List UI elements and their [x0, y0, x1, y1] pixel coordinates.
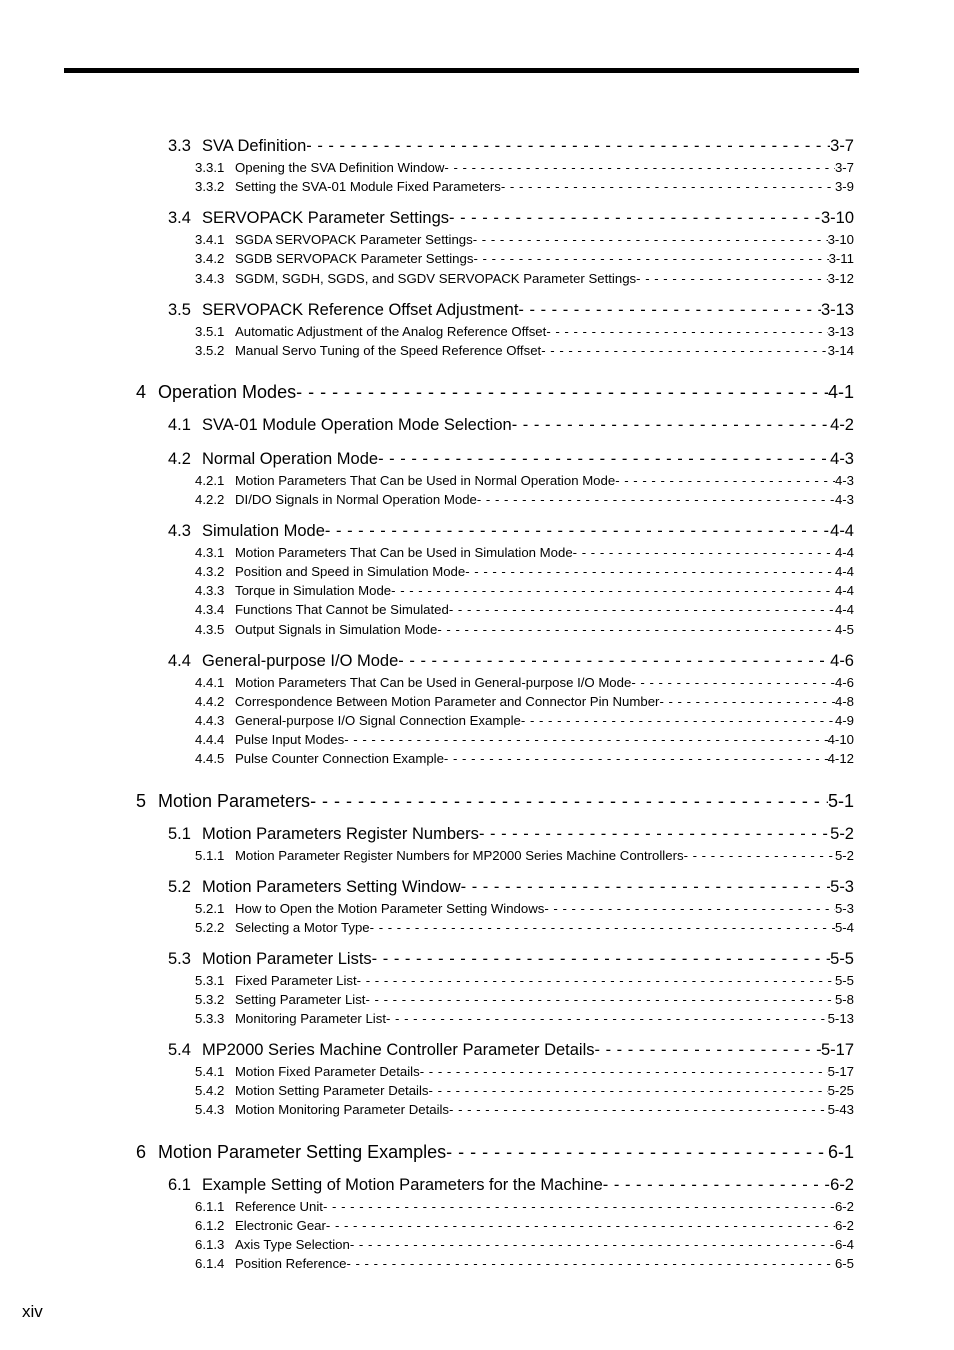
toc-entry-page: 6-1 [827, 1142, 854, 1162]
toc-entry-page: 4-4 [830, 522, 854, 540]
toc-entry-title: SGDM, SGDH, SGDS, and SGDV SERVOPACK Parameter Settings [235, 271, 637, 286]
toc-entry-title: Motion Parameters Setting Window [202, 878, 461, 896]
toc-entry[interactable] [136, 791, 854, 812]
toc-entry-number: 3.4 [168, 209, 191, 227]
toc-entry-page: 4-3 [830, 450, 854, 468]
toc-entry-title: Output Signals in Simulation Mode [235, 622, 438, 637]
toc-entry-title: Motion Monitoring Parameter Details [235, 1102, 450, 1117]
toc-entry[interactable] [195, 675, 854, 690]
toc-dot-leader [310, 791, 828, 812]
toc-dot-leader [465, 564, 835, 579]
toc-entry[interactable] [195, 920, 854, 935]
toc-entry[interactable] [195, 1237, 854, 1252]
toc-entry-number: 4.2.2 [195, 492, 225, 507]
toc-entry-number: 4.3.2 [195, 564, 225, 579]
toc-entry-number: 4.3.1 [195, 545, 225, 560]
toc-entry-page: 4-9 [834, 713, 854, 728]
toc-entry-page: 3-13 [820, 301, 854, 319]
toc-entry-title: Electronic Gear [235, 1218, 326, 1233]
toc-entry-number: 3.3 [168, 137, 191, 155]
toc-entry-number: 3.4.1 [195, 232, 225, 247]
toc-entry-number: 6.1.3 [195, 1237, 225, 1252]
toc-entry-page: 4-8 [834, 694, 854, 709]
toc-entry-page: 5-2 [830, 825, 854, 843]
toc-entry[interactable] [195, 1083, 854, 1098]
toc-entry-number: 4.3.5 [195, 622, 225, 637]
toc-entry[interactable] [168, 522, 854, 541]
toc-dot-leader [365, 992, 834, 1007]
toc-entry-page: 6-2 [830, 1176, 854, 1194]
toc-entry-number: 5.3.1 [195, 973, 225, 988]
toc-entry-page: 5-2 [834, 848, 854, 863]
toc-entry-title: SGDA SERVOPACK Parameter Settings [235, 232, 473, 247]
toc-entry-page: 4-12 [827, 751, 854, 766]
toc-entry-title: SGDB SERVOPACK Parameter Settings [235, 251, 474, 266]
toc-entry-number: 5.4.1 [195, 1064, 225, 1079]
toc-entry-page: 3-7 [830, 137, 854, 155]
page-number: xiv [22, 1302, 43, 1321]
toc-dot-leader [479, 825, 830, 844]
toc-dot-leader [398, 652, 830, 671]
toc-entry-title: Motion Parameters Register Numbers [202, 825, 479, 843]
toc-entry-page: 6-2 [834, 1199, 854, 1214]
toc-entry-title: Torque in Simulation Mode [235, 583, 392, 598]
toc-entry-number: 5.4.3 [195, 1102, 225, 1117]
toc-entry-title: Motion Parameters That Can be Used in Normal Operation Mode [235, 473, 616, 488]
toc-entry[interactable] [195, 492, 854, 507]
toc-entry-title: Motion Parameter Setting Examples [158, 1142, 447, 1162]
toc-dot-leader [446, 1142, 828, 1163]
toc-entry-title: Motion Parameter Lists [202, 950, 372, 968]
toc-entry-title: SVA-01 Module Operation Mode Selection [202, 416, 512, 434]
toc-entry-title: Position and Speed in Simulation Mode [235, 564, 466, 579]
toc-entry[interactable] [195, 751, 854, 766]
toc-entry-page: 4-3 [834, 473, 854, 488]
toc-dot-leader [391, 583, 835, 598]
toc-entry-title: Fixed Parameter List [235, 973, 357, 988]
toc-entry-number: 5.4 [168, 1041, 191, 1059]
toc-entry[interactable] [168, 1176, 854, 1195]
toc-entry-page: 4-4 [834, 545, 854, 560]
toc-dot-leader [296, 382, 828, 403]
toc-entry-number: 4.3.3 [195, 583, 225, 598]
toc-entry-title: Functions That Cannot be Simulated [235, 602, 449, 617]
toc-entry-number: 4.3.4 [195, 602, 225, 617]
toc-entry[interactable] [168, 825, 854, 844]
toc-entry[interactable] [168, 209, 854, 228]
toc-entry[interactable] [168, 1041, 854, 1060]
toc-entry-title: General-purpose I/O Mode [202, 652, 399, 670]
toc-dot-leader [449, 602, 835, 617]
toc-entry-page: 4-6 [834, 675, 854, 690]
toc-entry-number: 4.4.3 [195, 713, 225, 728]
toc-entry-number: 3.4.2 [195, 251, 225, 266]
toc-entry-page: 4-5 [834, 622, 854, 637]
toc-entry[interactable] [195, 1199, 854, 1214]
toc-entry-page: 3-12 [827, 271, 854, 286]
toc-dot-leader [444, 751, 828, 766]
toc-entry-page: 5-5 [830, 950, 854, 968]
toc-entry-page: 3-13 [827, 324, 854, 339]
toc-dot-leader [429, 1083, 828, 1098]
toc-entry-page: 3-9 [834, 179, 854, 194]
toc-entry[interactable] [168, 137, 854, 156]
toc-entry-number: 4.4.2 [195, 694, 225, 709]
toc-dot-leader [350, 1237, 835, 1252]
toc-entry[interactable] [168, 416, 854, 435]
toc-dot-leader [521, 713, 835, 728]
toc-entry-page: 5-17 [820, 1041, 854, 1059]
toc-entry-title: Example Setting of Motion Parameters for the Machine [202, 1176, 603, 1194]
toc-dot-leader [546, 324, 827, 339]
toc-dot-leader [461, 878, 831, 897]
toc-entry-title: Monitoring Parameter List [235, 1011, 386, 1026]
toc-entry-title: SERVOPACK Parameter Settings [202, 209, 449, 227]
toc-entry-page: 4-4 [834, 583, 854, 598]
toc-dot-leader [370, 920, 835, 935]
toc-dot-leader [449, 209, 821, 228]
toc-entry[interactable] [195, 973, 854, 988]
toc-dot-leader [684, 848, 835, 863]
toc-entry-number: 4.1 [168, 416, 191, 434]
toc-entry-title: Axis Type Selection [235, 1237, 350, 1252]
toc-entry-number: 3.3.1 [195, 160, 225, 175]
toc-dot-leader [603, 1176, 830, 1195]
toc-entry-number: 5.3.2 [195, 992, 225, 1007]
toc-entry[interactable] [195, 1064, 854, 1079]
toc-entry-title: Automatic Adjustment of the Analog Reference Offset [235, 324, 547, 339]
toc-entry-number: 5.2.1 [195, 901, 225, 916]
toc-entry-title: Correspondence Between Motion Parameter and Connector Pin Number [235, 694, 660, 709]
toc-entry-page: 3-10 [820, 209, 854, 227]
toc-entry[interactable] [195, 622, 854, 637]
toc-entry-number: 5.2.2 [195, 920, 225, 935]
toc-entry[interactable] [195, 992, 854, 1007]
toc-entry-page: 5-5 [834, 973, 854, 988]
toc-entry-number: 6.1.4 [195, 1256, 225, 1271]
toc-dot-leader [378, 450, 830, 469]
toc-dot-leader [325, 522, 830, 541]
toc-dot-leader [420, 1064, 828, 1079]
toc-dot-leader [449, 1102, 828, 1117]
toc-entry-number: 3.3.2 [195, 179, 225, 194]
toc-entry-number: 4.2 [168, 450, 191, 468]
toc-entry[interactable] [195, 271, 854, 286]
toc-entry-title: Motion Parameters That Can be Used in General-purpose I/O Mode [235, 675, 632, 690]
toc-entry-number: 4.4.1 [195, 675, 225, 690]
toc-entry[interactable] [195, 583, 854, 598]
toc-entry[interactable] [195, 179, 854, 194]
toc-dot-leader [323, 1199, 835, 1214]
toc-entry-page: 3-14 [827, 343, 854, 358]
toc-dot-leader [372, 950, 830, 969]
toc-entry-page: 5-17 [827, 1064, 854, 1079]
toc-entry-title: Pulse Counter Connection Example [235, 751, 444, 766]
toc-entry[interactable] [195, 564, 854, 579]
toc-entry-title: Motion Fixed Parameter Details [235, 1064, 420, 1079]
toc-entry-page: 6-4 [834, 1237, 854, 1252]
toc-entry-number: 3.4.3 [195, 271, 225, 286]
toc-entry-title: DI/DO Signals in Normal Operation Mode [235, 492, 477, 507]
toc-entry[interactable] [195, 732, 854, 747]
toc-dot-leader [326, 1218, 835, 1233]
toc-entry[interactable] [195, 901, 854, 916]
toc-entry-title: Selecting a Motor Type [235, 920, 370, 935]
toc-entry-title: Motion Parameters That Can be Used in Simulation Mode [235, 545, 573, 560]
toc-entry[interactable] [195, 473, 854, 488]
toc-entry[interactable] [195, 251, 854, 266]
toc-entry-page: 5-1 [827, 791, 854, 811]
toc-entry-page: 5-43 [827, 1102, 854, 1117]
toc-entry-page: 4-4 [834, 564, 854, 579]
toc-dot-leader [631, 675, 835, 690]
toc-entry-title: Motion Setting Parameter Details [235, 1083, 429, 1098]
toc-entry-number: 3.5.2 [195, 343, 225, 358]
toc-dot-leader [437, 622, 835, 637]
toc-entry-number: 5.3.3 [195, 1011, 225, 1026]
toc-entry-number: 5 [136, 791, 147, 811]
toc-entry[interactable] [168, 450, 854, 469]
toc-entry-number: 6.1.2 [195, 1218, 225, 1233]
toc-entry[interactable] [168, 878, 854, 897]
toc-entry-title: Reference Unit [235, 1199, 323, 1214]
toc-dot-leader [501, 179, 835, 194]
toc-entry[interactable] [195, 1102, 854, 1117]
toc-entry-title: Simulation Mode [202, 522, 325, 540]
toc-dot-leader [444, 160, 835, 175]
toc-entry-title: Opening the SVA Definition Window [235, 160, 445, 175]
toc-entry-page: 6-2 [834, 1218, 854, 1233]
toc-entry[interactable] [195, 1218, 854, 1233]
toc-entry-number: 4.4.5 [195, 751, 225, 766]
toc-entry-title: Setting the SVA-01 Module Fixed Parameters [235, 179, 501, 194]
toc-entry[interactable] [168, 950, 854, 969]
toc-entry-title: Pulse Input Modes [235, 732, 345, 747]
toc-entry-page: 5-25 [827, 1083, 854, 1098]
toc-entry[interactable] [195, 848, 854, 863]
toc-entry-page: 5-3 [830, 878, 854, 896]
toc-entry-number: 4 [136, 382, 147, 402]
toc-entry-page: 4-2 [830, 416, 854, 434]
toc-entry-page: 5-4 [834, 920, 854, 935]
toc-entry-number: 4.2.1 [195, 473, 225, 488]
toc-dot-leader [346, 1256, 835, 1271]
toc-entry-page: 6-5 [834, 1256, 854, 1271]
toc-entry-number: 5.1.1 [195, 848, 225, 863]
toc-entry-number: 6 [136, 1142, 147, 1162]
toc-entry-number: 3.5 [168, 301, 191, 319]
toc-dot-leader [473, 232, 828, 247]
toc-entry-number: 6.1.1 [195, 1199, 225, 1214]
toc-dot-leader [636, 271, 827, 286]
toc-entry[interactable] [195, 160, 854, 175]
toc-entry[interactable] [195, 713, 854, 728]
toc-entry[interactable] [195, 324, 854, 339]
toc-entry[interactable] [195, 602, 854, 617]
toc-entry-page: 4-3 [834, 492, 854, 507]
toc-entry-title: Motion Parameter Register Numbers for MP2000 Series Machine Controllers [235, 848, 684, 863]
toc-entry-page: 5-13 [827, 1011, 854, 1026]
toc-entry[interactable] [136, 1142, 854, 1163]
toc-entry[interactable] [195, 343, 854, 358]
toc-entry[interactable] [195, 232, 854, 247]
toc-entry-title: How to Open the Motion Parameter Setting Windows [235, 901, 545, 916]
toc-dot-leader [512, 416, 830, 435]
toc-entry[interactable] [195, 694, 854, 709]
toc-entry-title: Normal Operation Mode [202, 450, 379, 468]
toc-entry-number: 5.2 [168, 878, 191, 896]
toc-entry[interactable] [168, 301, 854, 320]
toc-dot-leader [357, 973, 835, 988]
toc-dot-leader [544, 901, 835, 916]
toc-dot-leader [615, 473, 835, 488]
toc-entry-page: 3-11 [828, 251, 854, 266]
toc-entry-title: SVA Definition [202, 137, 307, 155]
toc-entry[interactable] [136, 382, 854, 403]
toc-entry-number: 6.1 [168, 1176, 191, 1194]
toc-entry-number: 4.4.4 [195, 732, 225, 747]
toc-dot-leader [477, 492, 835, 507]
toc-dot-leader [573, 545, 835, 560]
toc-entry-page: 3-7 [834, 160, 854, 175]
toc-entry-title: Position Reference [235, 1256, 347, 1271]
toc-entry-title: SERVOPACK Reference Offset Adjustment [202, 301, 519, 319]
toc-dot-leader [473, 251, 828, 266]
toc-entry-number: 5.1 [168, 825, 191, 843]
toc-dot-leader [386, 1011, 828, 1026]
toc-entry-page: 5-3 [834, 901, 854, 916]
toc-dot-leader [306, 137, 830, 156]
toc-entry-page: 4-10 [827, 732, 854, 747]
toc-dot-leader [344, 732, 827, 747]
toc-dot-leader [595, 1041, 821, 1060]
toc-entry[interactable] [195, 545, 854, 560]
toc-entry-title: Setting Parameter List [235, 992, 366, 1007]
toc-dot-leader [518, 301, 821, 320]
toc-entry-title: Motion Parameters [158, 791, 311, 811]
toc-dot-leader [659, 694, 835, 709]
toc-entry-title: Manual Servo Tuning of the Speed Reference Offset [235, 343, 542, 358]
toc-entry-number: 4.3 [168, 522, 191, 540]
toc-entry-page: 4-6 [830, 652, 854, 670]
toc-entry-title: General-purpose I/O Signal Connection Example [235, 713, 521, 728]
toc-entry-title: Operation Modes [158, 382, 297, 402]
toc-entry[interactable] [195, 1011, 854, 1026]
toc-entry-number: 3.5.1 [195, 324, 225, 339]
toc-dot-leader [541, 343, 827, 358]
toc-entry-page: 4-1 [827, 382, 854, 402]
toc-entry-title: MP2000 Series Machine Controller Parameter Details [202, 1041, 595, 1059]
toc-entry-number: 5.3 [168, 950, 191, 968]
toc-entry-page: 5-8 [834, 992, 854, 1007]
toc-entry-page: 3-10 [827, 232, 854, 247]
toc-entry-number: 4.4 [168, 652, 191, 670]
toc-entry-page: 4-4 [834, 602, 854, 617]
toc-entry-number: 5.4.2 [195, 1083, 225, 1098]
toc-entry[interactable] [195, 1256, 854, 1271]
toc-entry[interactable] [168, 652, 854, 671]
